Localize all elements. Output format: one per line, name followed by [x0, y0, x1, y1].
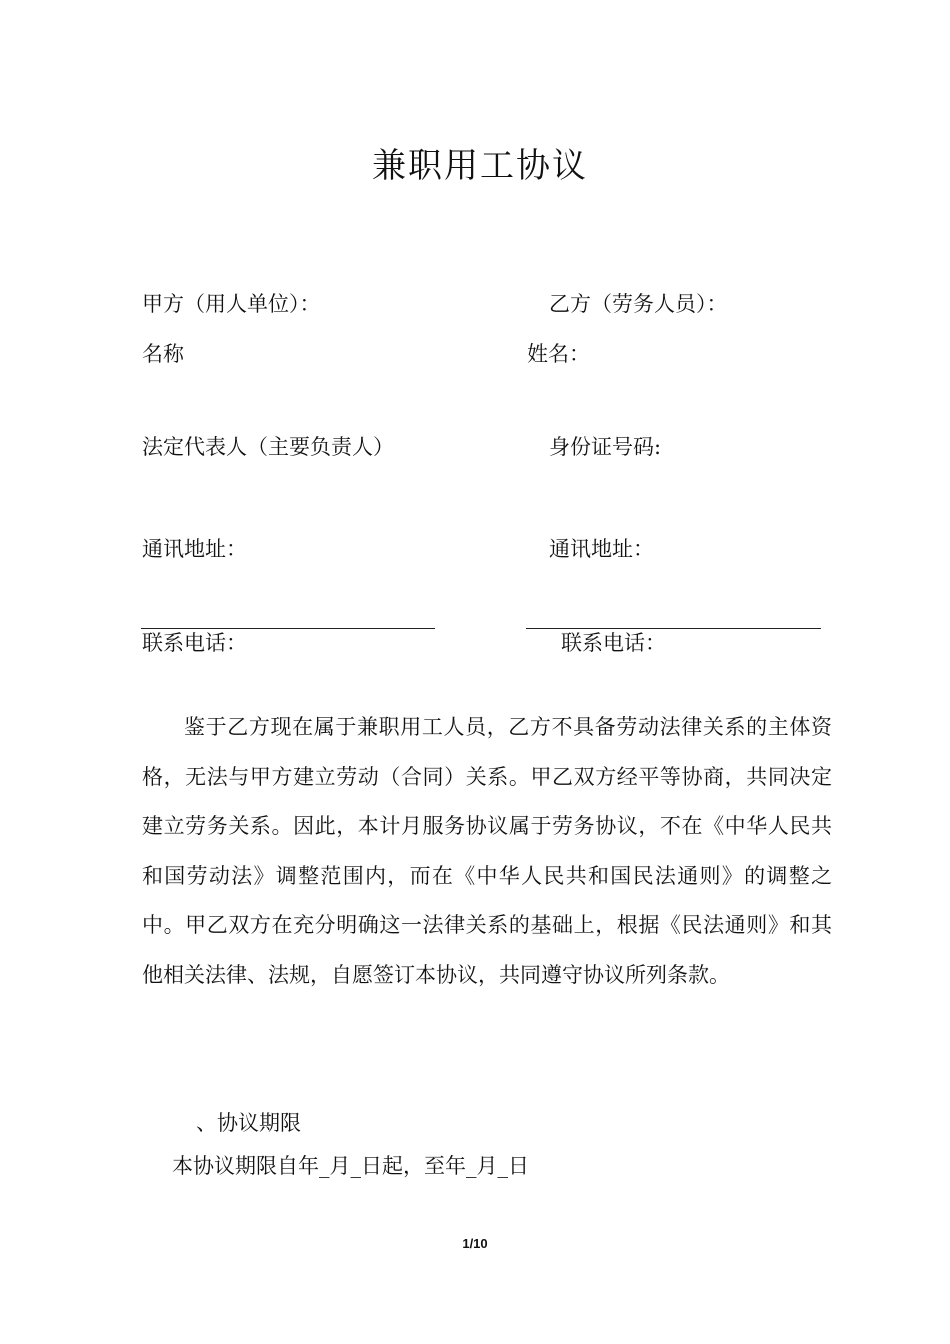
party-a-address-label: 通讯地址： — [142, 537, 247, 561]
section-1-text: 本协议期限自年_月_日起，至年_月_日 — [172, 1154, 529, 1178]
party-a-name-label: 名称 — [142, 342, 184, 366]
party-b-heading: 乙方（劳务人员）： — [549, 292, 728, 316]
party-b-address-label: 通讯地址： — [549, 537, 654, 561]
party-a-heading: 甲方（用人单位）： — [142, 292, 321, 316]
party-a-rep-label: 法定代表人（主要负责人） — [142, 435, 394, 459]
document-title: 兼职用工协议 — [372, 146, 588, 186]
party-b-id-label: 身份证号码: — [549, 435, 662, 459]
party-a-signature-line — [141, 628, 435, 629]
page-number: 1/10 — [462, 1236, 488, 1251]
preamble-paragraph: 鉴于乙方现在属于兼职用工人员，乙方不具备劳动法律关系的主体资格，无法与甲方建立劳动（合同）关系。甲乙双方经平等协商，共同决定建立劳务关系。因此，本计月服务协议属于劳务协议，不在《中华人民共和国劳动法》调整范围内，而在《中华人民共和国民法通则》的调整之中。甲乙双方在充分明确这一法律关系的基础上，根据《民法通则》和其他相关法律、法规，自愿签订本协议，共同遵守协议所列条款。 — [142, 715, 832, 987]
party-b-phone-label: 联系电话： — [561, 631, 666, 655]
party-b-signature-line — [526, 628, 821, 629]
party-b-name-label: 姓名： — [527, 342, 590, 366]
section-1-heading: 、协议期限 — [196, 1111, 301, 1135]
party-a-phone-label: 联系电话： — [142, 631, 247, 655]
